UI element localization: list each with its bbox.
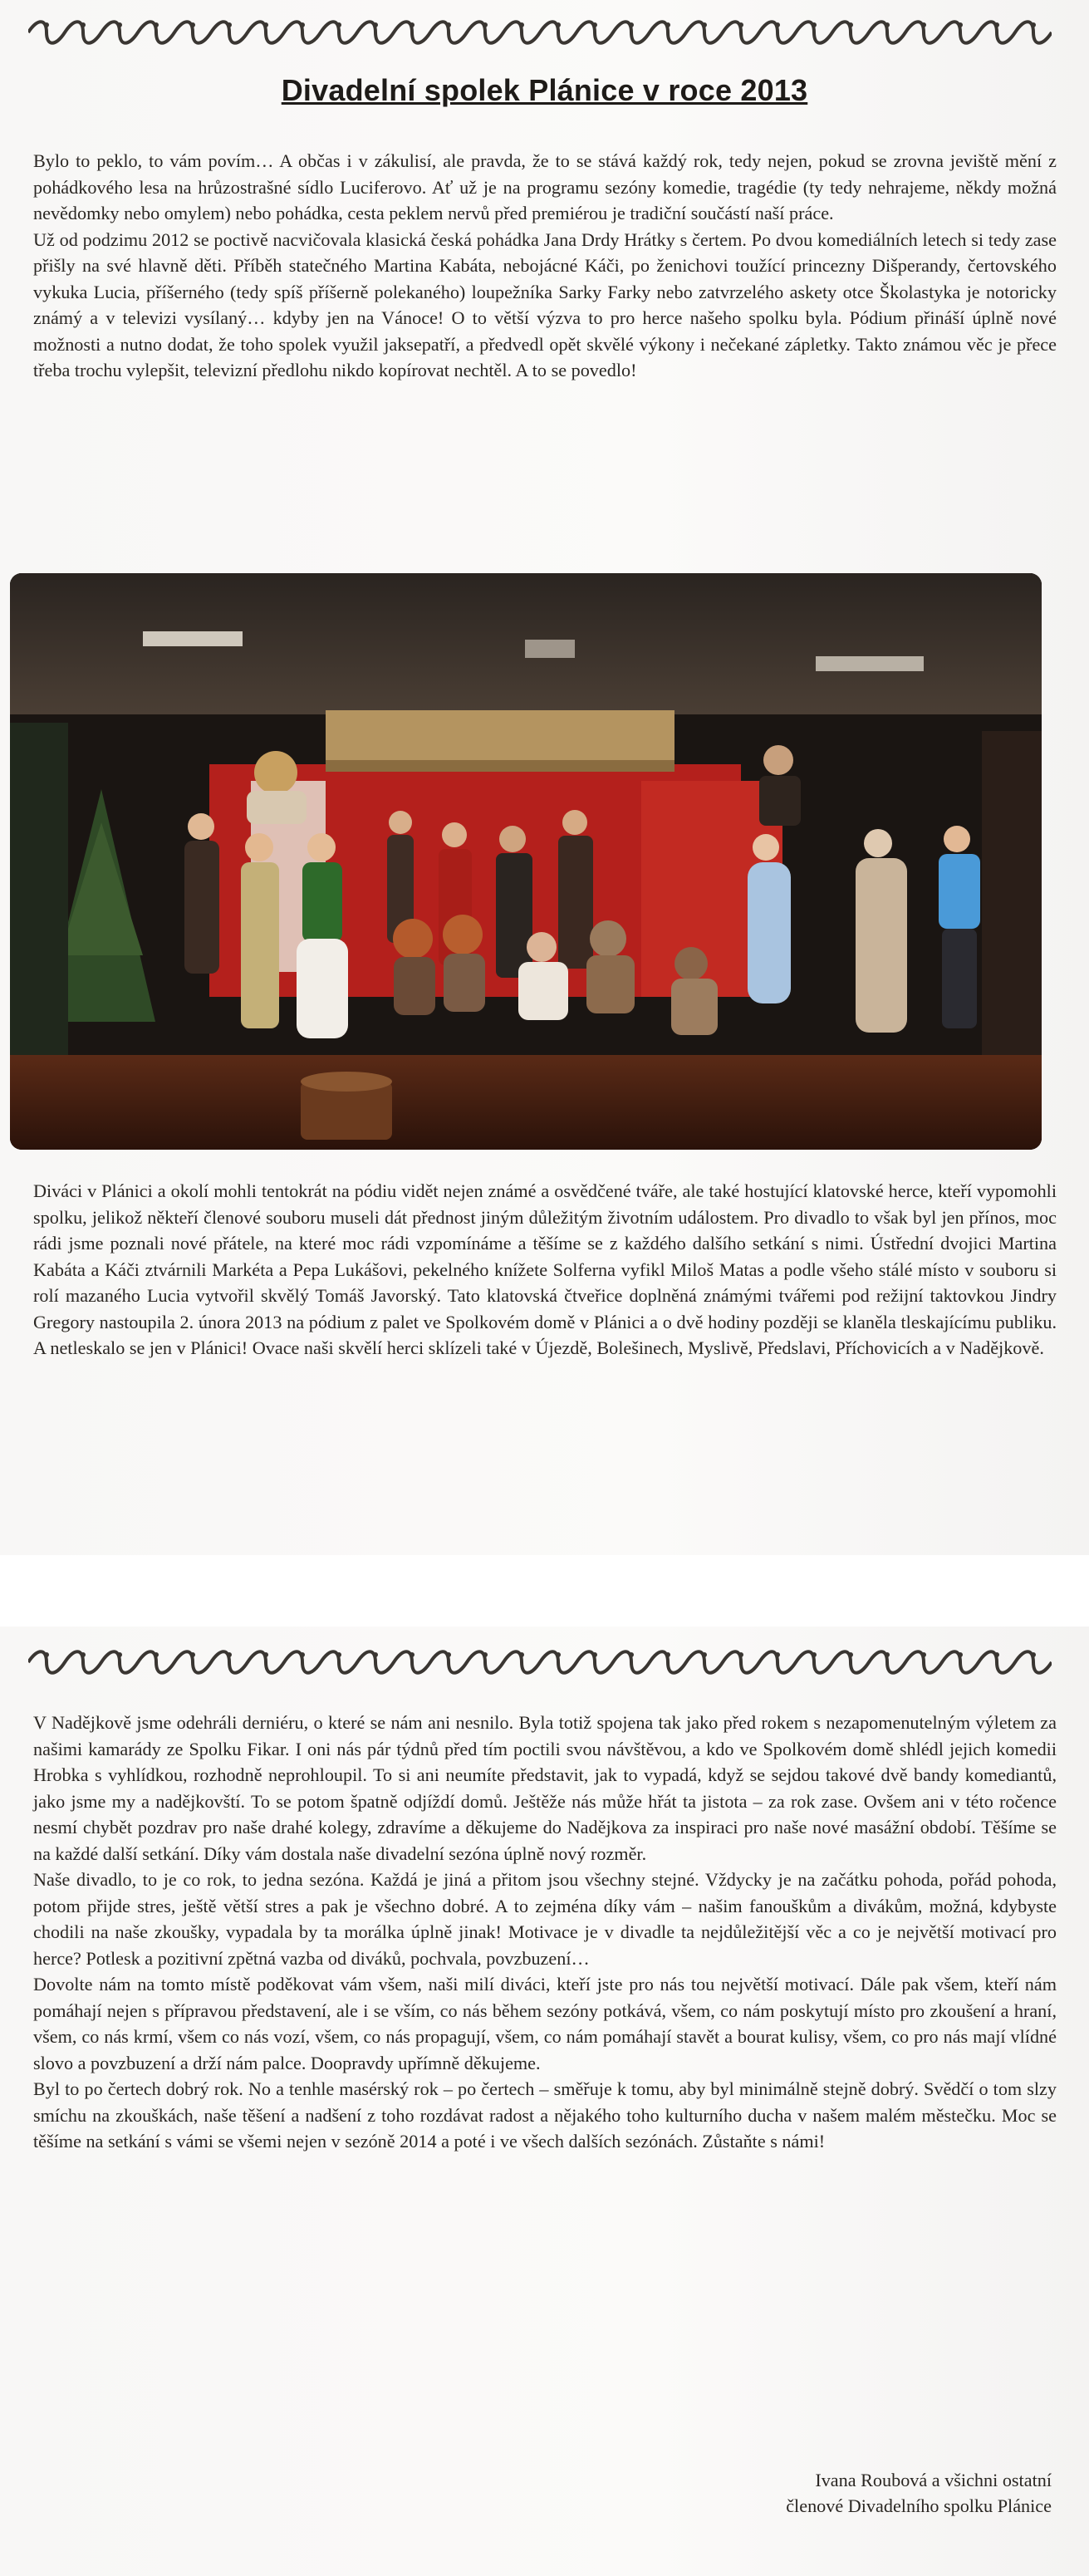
ceiling-light [816, 656, 924, 671]
page-gap [0, 1555, 1089, 1627]
swirl-dot [702, 1652, 707, 1657]
swirl-dot [446, 1652, 451, 1657]
swirl-dot [702, 22, 707, 27]
main-text [33, 1178, 1057, 1362]
swirl-dot [410, 1652, 415, 1657]
swirl-dot [994, 1652, 999, 1657]
swirl-dot [154, 22, 159, 27]
swirl-dot [629, 1652, 634, 1657]
swirl-dot [921, 22, 926, 27]
swirl-dot [738, 1652, 743, 1657]
swirl-dot [958, 22, 963, 27]
stage-photo-illustration [10, 573, 1042, 1150]
swirl-dot [885, 22, 890, 27]
swirl-dot [300, 1652, 305, 1657]
article-title: Divadelní spolek Plánice v roce 2013 [281, 73, 808, 107]
decorative-swirl-border [28, 1645, 1052, 1680]
swirl-dot [519, 1652, 524, 1657]
intro-paragraph: Bylo to peklo, to vám povím… A občas i v zákulisí, ale pravda, že to se stává každý rok, tedy nejen, pokud se zrovna jeviště mění z pohádkového lesa na hrůzostrašné sídlo Luciferovo. Ať už je na programu sezóny komedie, tragédie (ty tedy nehrajeme, někdy možná nevědomky nebo omylem) nebo pohádka, cesta peklem nervů před premiérou je tradiční součástí naší práce. [33, 150, 1057, 223]
swirl-dot [775, 22, 780, 27]
body-paragraph: Byl to po čertech dobrý rok. No a tenhle masérský rok – po čertech – směřuje k tomu, aby byl minimálně stejně dobrý. Svědčí o tom slzy smíchu na zkouškách, naše těšení a nadšení z toho rozdávat radost a nějakého toho kulturního ducha v našem malém městečku. Moc se těšíme na setkání s vámi se všemi nejen v sezóně 2014 a poté i ve všech dalších sezónách. Zůstaňte s námi! [33, 2078, 1057, 2152]
swirl-dot [1031, 22, 1036, 27]
swirl-dot [885, 1652, 890, 1657]
signature-name: Ivana Roubová a všichni ostatní [815, 2470, 1052, 2490]
swirl-line [28, 1651, 1052, 1673]
swirl-dot [44, 22, 49, 27]
straw-roof [326, 710, 674, 768]
swirl-dot [81, 1652, 86, 1657]
swirl-dot [227, 1652, 232, 1657]
swirl-dot [848, 1652, 853, 1657]
swirl-dot [81, 22, 86, 27]
swirl-dot [190, 1652, 195, 1657]
swirl-dot [154, 1652, 159, 1657]
swirl-dot [665, 22, 670, 27]
swirl-dot [556, 22, 561, 27]
swirl-dot [1031, 1652, 1036, 1657]
swirl-dot [483, 1652, 488, 1657]
swirl-dot [994, 22, 999, 27]
swirl-dot [336, 22, 341, 27]
intro-paragraph: Už od podzimu 2012 se poctivě nacvičovala klasická česká pohádka Jana Drdy Hrátky s čertem. Po dvou komediálních letech si tedy zase přišly na své hlavně děti. Příběh statečného Martina Kabáta, nebojácné Káči, po ženichovi toužící princezny Dišperandy, čertovského vykuka Lucia, příšerného (tedy spíš příšerně polekaného) loupežníka Sarky Farky nebo zatvrzelého askety otce Školastyka je notoricky známý a v televizi vysílaný… kdyby jen na Vánoce! O to větší výzva to pro herce našeho spolku byla. Pódium přináší úplně nové možnosti a nutno dodat, že toho spolek využil jaksepatří, a předvedl opět skvělé výkony i nečekané zápletky. Takto známou věc je přece třeba trochu vylepšit, televizní předlohu nikdo kopírovat nechtěl. A to se povedlo! [33, 228, 1057, 380]
swirl-dot [263, 22, 268, 27]
swirl-dot [848, 22, 853, 27]
swirl-dot [921, 1652, 926, 1657]
closing-text [33, 1710, 1057, 2155]
intro-text [33, 148, 1057, 384]
swirl-dot [738, 22, 743, 27]
swirl-dot [336, 1652, 341, 1657]
swirl-dot [483, 22, 488, 27]
decorative-swirl-border [28, 15, 1052, 50]
swirl-dot [373, 1652, 378, 1657]
swirl-dot [410, 22, 415, 27]
swirl-dot [446, 22, 451, 27]
stage-floor [10, 1055, 1042, 1150]
group-photo [10, 573, 1042, 1150]
body-paragraph: V Nadějkově jsme odehráli derniéru, o které se nám ani nesnilo. Byla totiž spojena tak jako před rokem s nezapomenutelným výletem za našimi kamarády ze Spolku Fikar. I oni nás pár týdnů před tím poctili svou návštěvou, a kdo ve Spolkovém domě shlédl jejich komedii Hrobka s vyhlídkou, rozhodně neprohloupil. To si ani neumíte představit, jak to vypadá, když se sejdou takové dvě bandy komediantů, jako jsme my a nadějkovští. To se potom špatně odjíždí domů. Ještěže nás může hřát ta jistota – za rok zase. Ovšem ani v této ročence nesmí chybět pozdrav pro naše drahé kolegy, zdravíme a děkujeme do Nadějkova za inspiraci pro naše nové masážní období. Těšíme se na každé další setkání. Díky vám dostala naše divadelní sezóna úplně nový rozměr. [33, 1712, 1057, 1864]
swirl-dot [300, 22, 305, 27]
swirl-dot [812, 1652, 817, 1657]
signature-block [786, 2467, 1052, 2519]
body-paragraph: Dovolte nám na tomto místě poděkovat vám všem, naši milí diváci, kteří jste pro nás tou největší motivací. Dále pak všem, kteří nám pomáhají nejen s přípravou představení, ale i se vším, co nás během sezóny potkává, všem, co nám poskytují místo pro zkoušení a hraní, všem, co nás krmí, všem co nás vozí, všem, co nás propagují, všem, co nám pomáhají stavět a bourat kulisy, všem, co pro nás mají vlídné slovo a povzbuzení a drží nám palce. Doopravdy upřímně děkujeme. [33, 1974, 1057, 2073]
swirl-dot [629, 22, 634, 27]
swirl-dot [775, 1652, 780, 1657]
swirl-dot [592, 22, 597, 27]
body-paragraph: Naše divadlo, to je co rok, to jedna sezóna. Každá je jiná a přitom jsou všechny stejné. Vždycky je na začátku pohoda, pořád pohoda, potom přijde stres, ještě větší stres a pak je všechno dobré. A to zejména díky vám – našim fanouškům a divákům, možná, kdybyste chodili na naše zkoušky, vypadala by ta morálka úplně jinak! Motivace je v divadle ta nejdůležitější věc a co je největší motivací pro herce? Potlesk a pozitivní zpětná vazba od diváků, pochvala, povzbuzení… [33, 1869, 1057, 1969]
swirl-dot [812, 22, 817, 27]
swirl-dot [592, 1652, 597, 1657]
swirl-line [28, 22, 1052, 43]
swirl-dot [190, 22, 195, 27]
body-paragraph: Diváci v Plánici a okolí mohli tentokrát na pódiu vidět nejen známé a osvědčené tváře, ale také hostující klatovské herce, kteří vypomohli spolku, jelikož někteří členové souboru museli dát přednost jiným důležitým životním událostem. Pro divadlo to však byl jen přínos, moc rádi jsme poznali nové přátele, na které moc rádi vzpomínáme a těšíme se z každého dalšího setkání s nimi. Ústřední dvojici Martina Kabáta a Káči ztvárnili Markéta a Pepa Lukášovi, pekelného knížete Solferna vyfikl Miloš Matas a podle všeho stálé místo v souboru si rolí mazaného Lucia vytvořil skvělý Tomáš Javorský. Tato klatovská čtveřice doplněná známými tvářemi pod režijní taktovkou Jindry Gregory nastoupila 2. února 2013 na pódium z palet ve Spolkovém domě v Plánici a o dvě hodiny později se klaněla tleskajícímu publiku. A netleskalo se jen v Plánici! Ovace naši skvělí herci sklízeli také v Újezdě, Bolešinech, Myslivě, Předslavi, Příchovicích a v Nadějkově. [33, 1180, 1057, 1358]
swirl-dot [263, 1652, 268, 1657]
swirl-dot [117, 1652, 122, 1657]
ceiling-light [525, 640, 575, 658]
swirl-dot [519, 22, 524, 27]
swirl-dot [373, 22, 378, 27]
swirl-dot [117, 22, 122, 27]
signature-group: členové Divadelního spolku Plánice [786, 2495, 1052, 2516]
swirl-dot [227, 22, 232, 27]
swirl-dot [958, 1652, 963, 1657]
page-two [0, 1627, 1089, 2576]
ceiling-light [143, 631, 243, 646]
swirl-dot [556, 1652, 561, 1657]
swirl-dot [665, 1652, 670, 1657]
swirl-dot [44, 1652, 49, 1657]
